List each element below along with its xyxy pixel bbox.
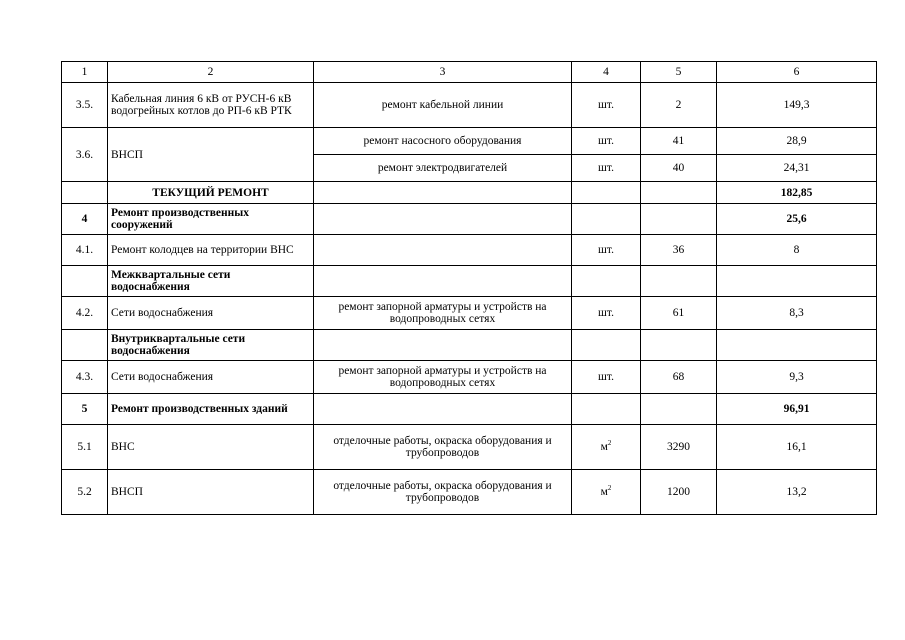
empty-cell [641, 182, 717, 204]
col-header-6: 6 [717, 62, 877, 83]
cost: 9,3 [717, 361, 877, 394]
row-number: 4.1. [62, 235, 108, 266]
work-type: ремонт запорной арматуры и устройств на водопроводных сетях [314, 297, 572, 330]
object-name: ВНСП [108, 128, 314, 182]
cost: 28,9 [717, 128, 877, 155]
empty-cell [572, 182, 641, 204]
table-row [62, 235, 877, 266]
unit: шт. [572, 83, 641, 128]
col-header-4: 4 [572, 62, 641, 83]
unit [572, 470, 641, 515]
repair-table [61, 61, 877, 515]
section-row [62, 394, 877, 425]
empty-cell [572, 204, 641, 235]
subsection-row [62, 330, 877, 361]
row-number: 5.2 [62, 470, 108, 515]
section-row [62, 204, 877, 235]
row-number: 4.3. [62, 361, 108, 394]
table-row [62, 83, 877, 128]
cost: 24,31 [717, 155, 877, 182]
empty-cell [314, 182, 572, 204]
quantity: 68 [641, 361, 717, 394]
table-row [62, 470, 877, 515]
object-name: Кабельная линия 6 кВ от РУСН-6 кВ водогрейных котлов до РП-6 кВ РТК [108, 83, 314, 128]
empty-cell [314, 266, 572, 297]
object-name: ВНС [108, 425, 314, 470]
row-number: 5.1 [62, 425, 108, 470]
row-number: 3.6. [62, 128, 108, 182]
col-header-2: 2 [108, 62, 314, 83]
work-type: ремонт кабельной линии [314, 83, 572, 128]
quantity: 36 [641, 235, 717, 266]
unit: шт. [572, 128, 641, 155]
unit: шт. [572, 235, 641, 266]
cost: 8,3 [717, 297, 877, 330]
column-number-row [62, 62, 877, 83]
cost: 16,1 [717, 425, 877, 470]
quantity: 2 [641, 83, 717, 128]
section-cost: 182,85 [717, 182, 877, 204]
empty-cell [62, 330, 108, 361]
object-name: ВНСП [108, 470, 314, 515]
work-type: ремонт насосного оборудования [314, 128, 572, 155]
empty-cell [62, 266, 108, 297]
empty-cell [641, 394, 717, 425]
empty-cell [641, 204, 717, 235]
object-name: Сети водоснабжения [108, 297, 314, 330]
empty-cell [641, 330, 717, 361]
table-row [62, 297, 877, 330]
cost: 8 [717, 235, 877, 266]
unit: шт. [572, 155, 641, 182]
section-title: Ремонт производственных зданий [108, 394, 314, 425]
row-number: 4.2. [62, 297, 108, 330]
section-title: ТЕКУЩИЙ РЕМОНТ [108, 182, 314, 204]
empty-cell [717, 330, 877, 361]
empty-cell [62, 182, 108, 204]
quantity: 3290 [641, 425, 717, 470]
subsection-title: Внутриквартальные сети водоснабжения [108, 330, 314, 361]
unit: шт. [572, 297, 641, 330]
empty-cell [572, 394, 641, 425]
empty-cell [572, 330, 641, 361]
quantity: 1200 [641, 470, 717, 515]
empty-cell [314, 204, 572, 235]
work-type: отделочные работы, окраска оборудования и трубопроводов [314, 470, 572, 515]
work-type: отделочные работы, окраска оборудования и трубопроводов [314, 425, 572, 470]
col-header-1: 1 [62, 62, 108, 83]
object-name: Сети водоснабжения [108, 361, 314, 394]
unit-superscript: 2 [607, 439, 612, 448]
table-row [62, 361, 877, 394]
row-number: 5 [62, 394, 108, 425]
unit [572, 425, 641, 470]
empty-cell [717, 266, 877, 297]
subsection-title: Межквартальные сети водоснабжения [108, 266, 314, 297]
empty-cell [572, 266, 641, 297]
section-cost: 25,6 [717, 204, 877, 235]
table-row [62, 425, 877, 470]
quantity: 61 [641, 297, 717, 330]
work-type: ремонт запорной арматуры и устройств на водопроводных сетях [314, 361, 572, 394]
section-title: Ремонт производственных сооружений [108, 204, 314, 235]
col-header-3: 3 [314, 62, 572, 83]
unit-superscript: 2 [607, 484, 612, 493]
section-total-row [62, 182, 877, 204]
row-number: 3.5. [62, 83, 108, 128]
empty-cell [314, 394, 572, 425]
unit-base: м [600, 441, 608, 453]
unit-base: м [600, 486, 608, 498]
section-cost: 96,91 [717, 394, 877, 425]
empty-cell [314, 235, 572, 266]
cost: 149,3 [717, 83, 877, 128]
work-type: ремонт электродвигателей [314, 155, 572, 182]
object-name: Ремонт колодцев на территории ВНС [108, 235, 314, 266]
empty-cell [641, 266, 717, 297]
quantity: 40 [641, 155, 717, 182]
quantity: 41 [641, 128, 717, 155]
row-number: 4 [62, 204, 108, 235]
unit: шт. [572, 361, 641, 394]
col-header-5: 5 [641, 62, 717, 83]
table-row [62, 128, 877, 155]
cost: 13,2 [717, 470, 877, 515]
empty-cell [314, 330, 572, 361]
subsection-row [62, 266, 877, 297]
